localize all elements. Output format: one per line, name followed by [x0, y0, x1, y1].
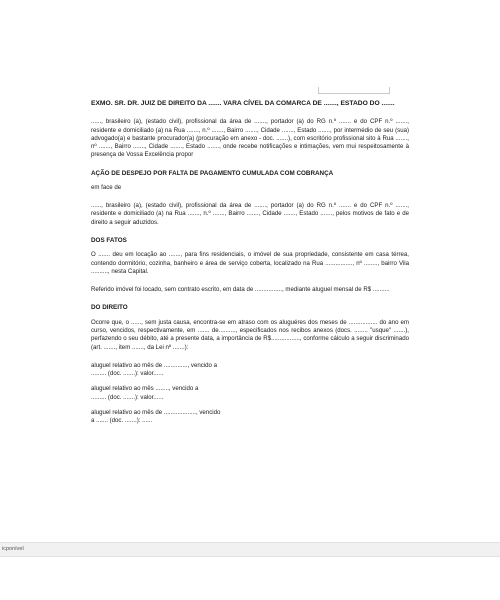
- rent-item: [91, 385, 409, 402]
- rent-item-line-2: a ....... (doc. .......): ......: [91, 417, 153, 425]
- page-header-mark: [318, 87, 390, 94]
- rent-item-line-1: aluguel relativo ao mês de ..................., vencido: [91, 409, 221, 417]
- rent-item-line-2: ......... (doc. .......): valor......: [91, 370, 164, 378]
- em-face-text: em face de: [91, 183, 122, 191]
- availability-label: icponível: [2, 546, 24, 552]
- intro-paragraph: ......, brasileiro (a), (estado civil), profissional da área de ......., portador (a) do RG n.º ....... e do CPF n.º ......., residente e domiciliado (a) na Rua ......., n.º ......., Bairro ......., Cidade ......., Estado ......., por intermédio de seu (sua) advogado(a) e bastante procurador(a) (procuração em anexo - doc. .......), com escritório profissional sito à Rua ......., nº ......., Bairro ......., Cidade ......., Estado ......., onde recebe notificações e intimações, vem mui respeitosamente à presença de Vossa Excelência propor: [91, 118, 409, 159]
- facts-paragraph-2: Referido imóvel foi locado, sem contrato escrito, em data de ................, mediante aluguel mensal de R$ ..........: [91, 286, 390, 294]
- action-title: AÇÃO DE DESPEJO POR FALTA DE PAGAMENTO CUMULADA COM COBRANÇA: [91, 169, 334, 177]
- rent-item-line-2: ......... (doc. .......): valor......: [91, 393, 164, 401]
- top-blank-area: [0, 0, 500, 98]
- law-paragraph-1: Ocorre que, o ......, sem justa causa, encontra-se em atraso com os aluguéres dos meses de ................. do ano em curso, vencidos, respectivamente, em ....... de.........., especificados nos recibos anexos (docs. ........ "usque" .......), perfazendo o seu débito, até a presente data, a importância de R$................., conforme cálculo a seguir discriminado (art. ......., item ......., da Lei nº .......):: [91, 318, 409, 351]
- defendant-paragraph: ......, brasileiro (a), (estado civil), profissional da área de ......., portador (a) do RG n.º ....... e do CPF n.º ......., residente e domiciliado (a) na Rua ......., n.º ......., Bairro ......., Cidade ......., Estado ......., pelos motivos de fato e de direito a seguir aduzidos.: [91, 202, 409, 226]
- rent-item-line-1: aluguel relativo ao mês ........, vencido a: [91, 385, 199, 393]
- facts-paragraph-1: O ....... deu em locação ao ......., para fins residenciais, o imóvel de sua propriedade, consistente em casa térrea, contendo dormitório, cozinha, banheiro e área de serviço coberta, localizado na Rua ................, nº ........, bairro Vila .........., nesta Capital.: [91, 251, 409, 275]
- document-page: [91, 100, 409, 433]
- rent-item-line-1: aluguel relativo ao mês de .............., vencido a: [91, 361, 218, 369]
- facts-heading: DOS FATOS: [91, 237, 127, 245]
- rent-item: [91, 409, 409, 426]
- rent-item: [91, 362, 409, 379]
- document-title: EXMO. SR. DR. JUIZ DE DIREITO DA ....... VARA CÍVEL DA COMARCA DE ......., ESTADO DO .......: [91, 100, 395, 107]
- bottom-status-bar: [0, 542, 500, 557]
- law-heading: DO DIREITO: [91, 304, 128, 312]
